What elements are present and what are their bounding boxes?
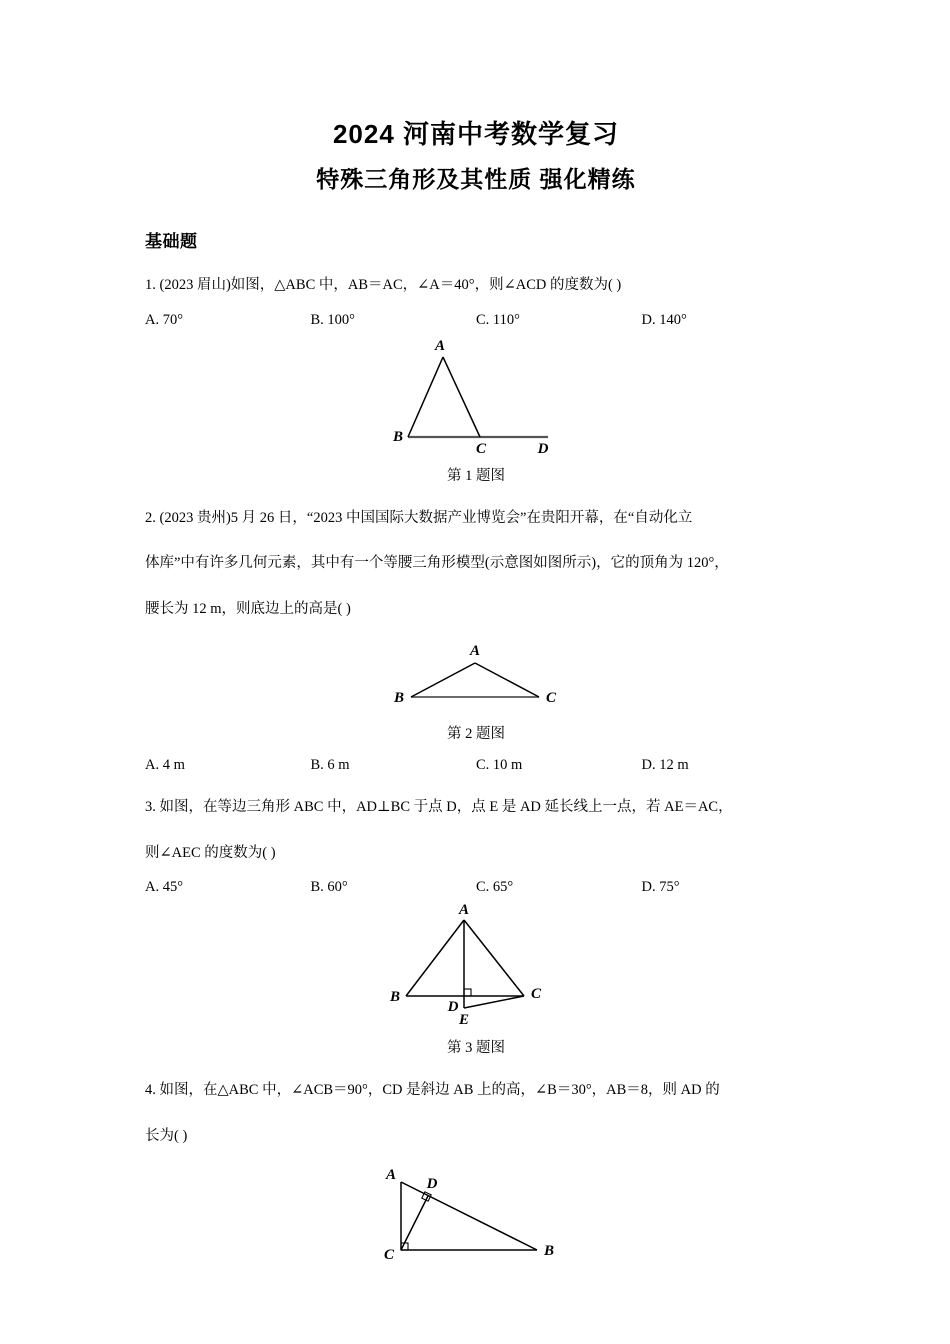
section-heading: 基础题 xyxy=(145,232,198,252)
segment-ac xyxy=(443,357,480,437)
choice-c[interactable]: C. 110° xyxy=(476,311,520,328)
vertex-label-c: C xyxy=(545,690,557,707)
question-1-figure xyxy=(145,337,807,485)
vertex-label-e: E xyxy=(458,1012,470,1029)
page-subtitle: 特殊三角形及其性质 强化精练 xyxy=(316,165,636,192)
page-title: 2024 河南中考数学复习 xyxy=(332,119,620,149)
choice-a[interactable]: A. 45° xyxy=(145,879,184,896)
vertex-label-d: D xyxy=(537,440,549,457)
vertex-label-b: B xyxy=(393,690,405,707)
choice-a[interactable]: A. 70° xyxy=(145,311,184,328)
vertex-label-a: A xyxy=(385,1167,396,1184)
figure-1-caption: 第 1 题图 xyxy=(447,467,505,484)
vertex-label-c: C xyxy=(530,986,542,1003)
choice-c[interactable]: C. 65° xyxy=(476,879,514,896)
question-4-stem-line-2: 长为( ) xyxy=(145,1127,188,1144)
choice-c[interactable]: C. 10 m xyxy=(476,757,523,774)
question-2-choices xyxy=(145,757,807,774)
choice-b[interactable]: B. 60° xyxy=(310,879,348,896)
vertex-label-a: A xyxy=(434,337,446,354)
page-content xyxy=(145,0,807,1277)
choice-d[interactable]: D. 75° xyxy=(641,879,680,896)
question-2-stem-line-1: 2. (2023 贵州)5 月 26 日，“2023 中国国际大数据产业博览会”在贵阳开幕，在“自动化立 xyxy=(145,509,693,526)
question-3-figure xyxy=(145,904,807,1057)
question-2-stem-line-3: 腰长为 12 m，则底边上的高是( ) xyxy=(145,600,351,617)
segment-ac xyxy=(475,663,539,697)
vertex-label-b: B xyxy=(392,428,404,445)
figure-2-diagram xyxy=(371,635,581,715)
segment-ac xyxy=(464,920,524,996)
question-3-choices xyxy=(145,879,807,896)
right-angle-marker-d xyxy=(464,989,471,996)
choice-d[interactable]: D. 140° xyxy=(641,311,687,328)
figure-3-diagram xyxy=(376,904,576,1029)
figure-3-caption: 第 3 题图 xyxy=(447,1040,505,1057)
question-3-stem-line-1: 3. 如图，在等边三角形 ABC 中，AD⊥BC 于点 D，点 E 是 AD 延长线上一点，若 AE＝AC， xyxy=(145,799,733,816)
choice-d[interactable]: D. 12 m xyxy=(641,757,689,774)
figure-4-diagram xyxy=(369,1162,584,1272)
question-3-stem-line-2: 则∠AEC 的度数为( ) xyxy=(145,844,276,861)
figure-2-caption: 第 2 题图 xyxy=(447,726,505,743)
segment-ec xyxy=(464,996,524,1008)
segment-ab xyxy=(406,920,464,996)
segment-cd xyxy=(401,1196,428,1250)
segment-ab xyxy=(408,357,443,437)
vertex-label-a: A xyxy=(458,904,470,919)
vertex-label-c: C xyxy=(475,440,487,457)
segment-ab xyxy=(401,1182,537,1250)
figure-1-diagram xyxy=(376,337,576,457)
question-2-figure xyxy=(145,635,807,743)
vertex-label-d: D xyxy=(426,1176,437,1193)
vertex-label-d: D xyxy=(447,999,459,1016)
choice-b[interactable]: B. 100° xyxy=(310,311,355,328)
question-1-choices xyxy=(145,312,807,329)
question-4-stem-line-1: 4. 如图，在△ABC 中，∠ACB＝90°，CD 是斜边 AB 上的高，∠B＝30°，AB＝8，则 AD 的 xyxy=(145,1082,720,1099)
vertex-label-b: B xyxy=(543,1243,554,1260)
question-1-stem: 1. (2023 眉山)如图，△ABC 中，AB＝AC，∠A＝40°，则∠ACD 的度数为( ) xyxy=(145,277,622,294)
vertex-label-b: B xyxy=(389,989,401,1006)
choice-a[interactable]: A. 4 m xyxy=(145,757,185,774)
vertex-label-a: A xyxy=(469,643,481,660)
question-4-figure xyxy=(145,1162,807,1277)
question-2-stem-line-2: 体库”中有许多几何元素，其中有一个等腰三角形模型(示意图如图所示)，它的顶角为 120°， xyxy=(145,555,729,572)
vertex-label-c: C xyxy=(383,1247,394,1264)
segment-ba xyxy=(411,663,475,697)
choice-b[interactable]: B. 6 m xyxy=(310,757,350,774)
